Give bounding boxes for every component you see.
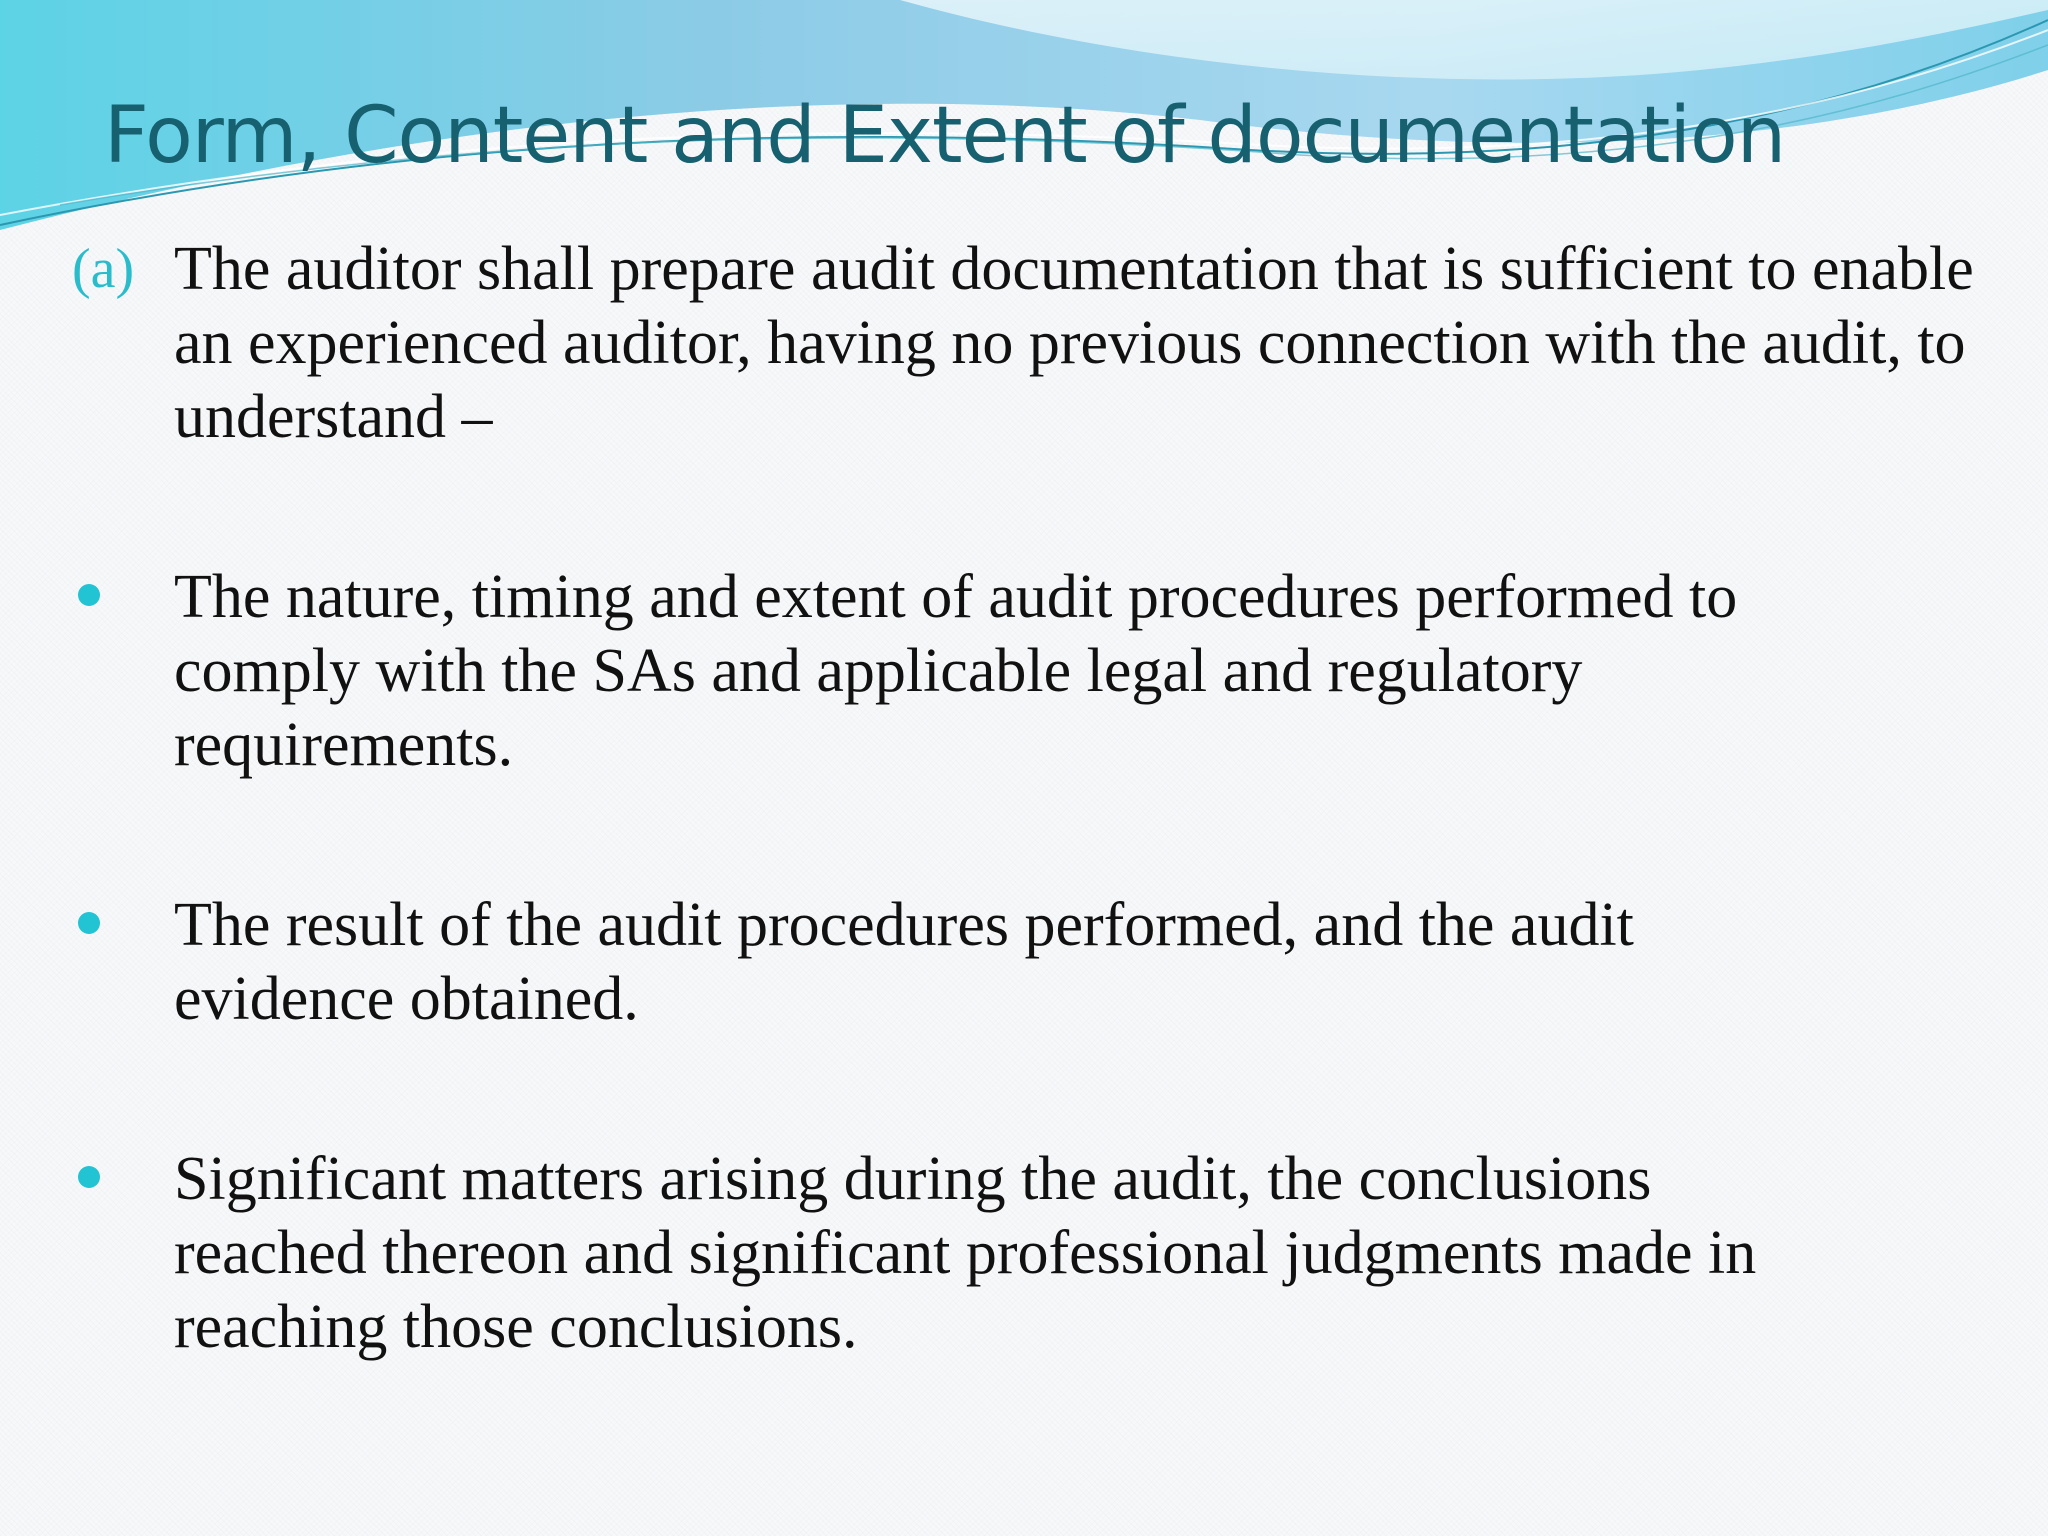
bullet-text [174, 1142, 2034, 1364]
slide-title: Form, Content and Extent of documentation [104, 91, 1786, 181]
intro-text: The auditor shall prepare audit documentation that is sufficient to enable an experienced auditor, having no previous connection with the audit, to understand – [174, 235, 1974, 451]
bullet-line: The nature, timing and extent of audit procedures performed to [174, 563, 1738, 631]
bullet-line: The result of the audit procedures performed, and the audit [174, 891, 1634, 959]
bullet-line: Significant matters arising during the audit, the conclusions [174, 1145, 1652, 1213]
bullet-dot-icon [78, 912, 100, 934]
bullet-line: requirements. [174, 711, 514, 779]
intro-marker: (a) [72, 238, 135, 300]
bullet-line: evidence obtained. [174, 965, 639, 1033]
bullet-dot-icon [78, 1166, 100, 1188]
bullet-line: reaching those conclusions. [174, 1293, 858, 1361]
bullet-dot-icon [78, 584, 100, 606]
bullet-text [174, 560, 2034, 782]
bullet-text [174, 888, 2034, 1036]
bullet-line: reached thereon and significant professional judgments made in [174, 1219, 1757, 1287]
bullet-line: comply with the SAs and applicable legal and regulatory [174, 637, 1583, 705]
